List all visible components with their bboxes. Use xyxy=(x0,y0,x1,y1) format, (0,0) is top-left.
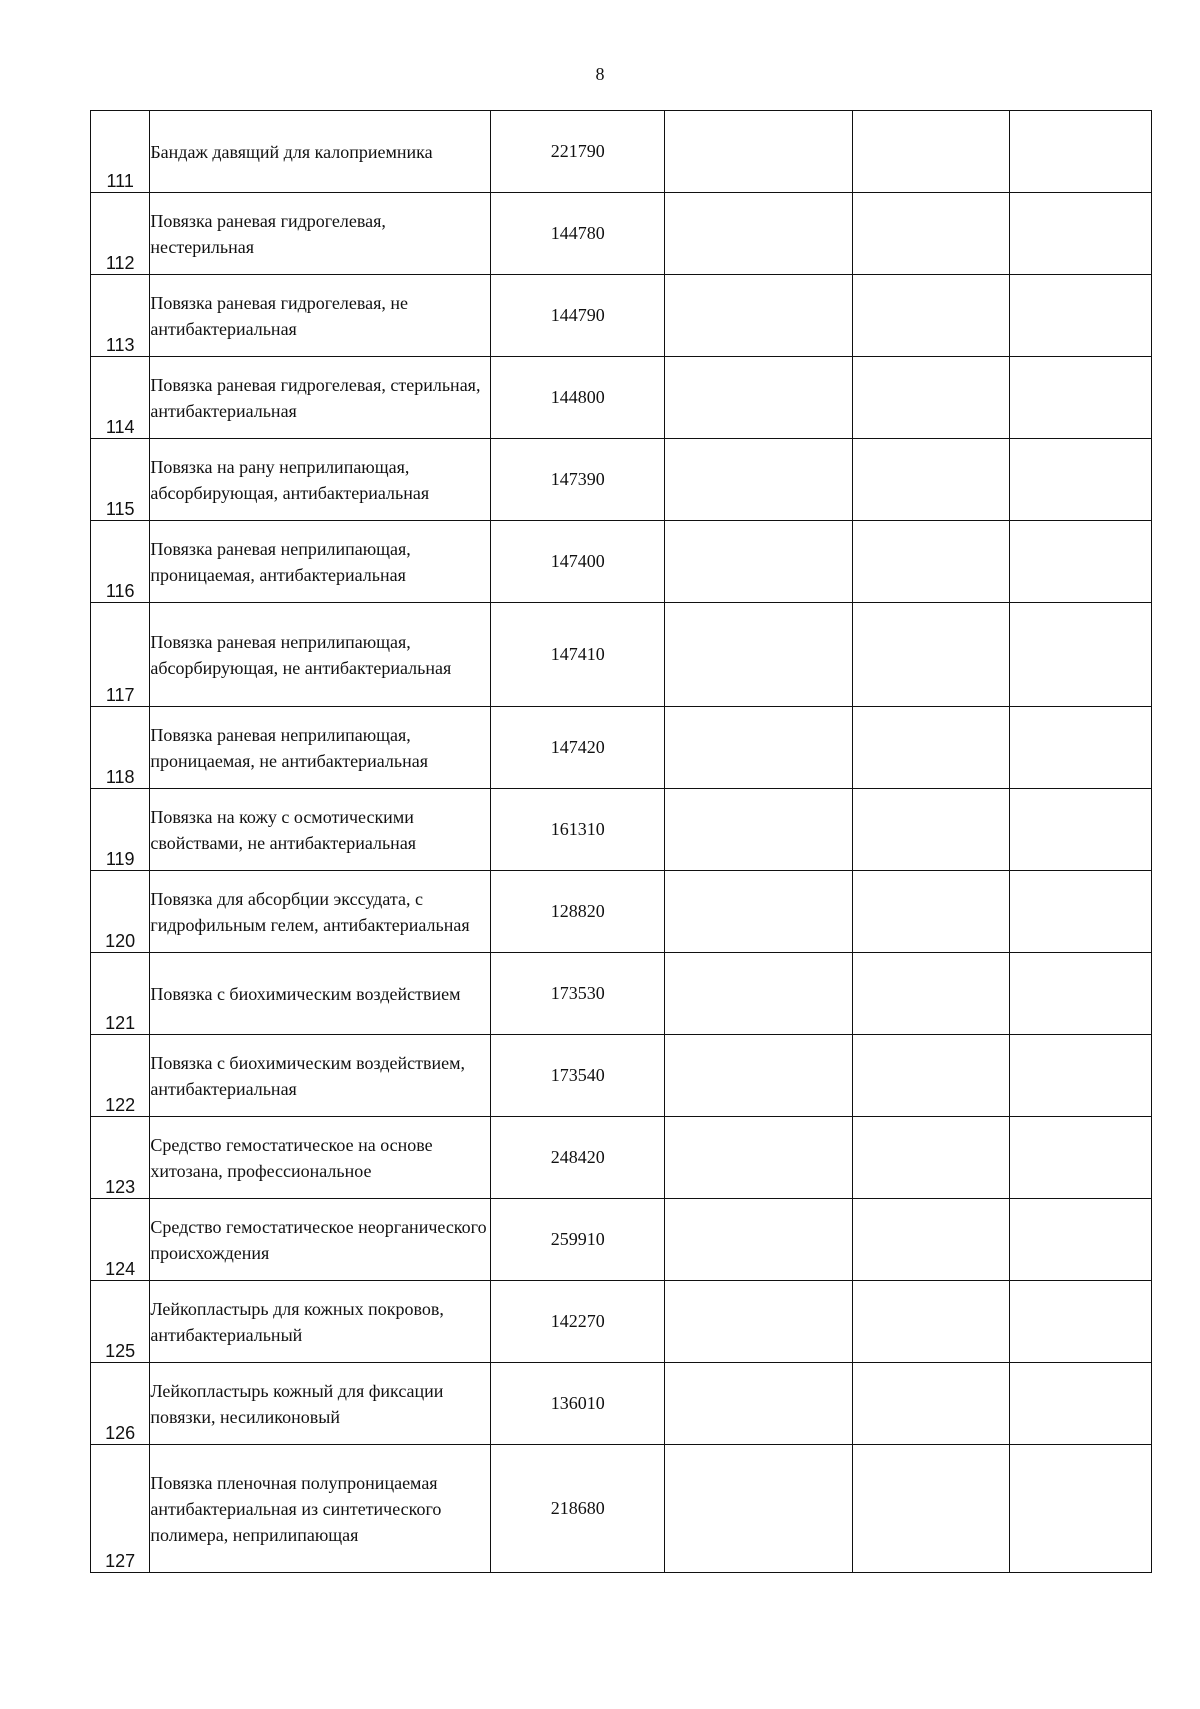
device-register-table xyxy=(90,110,1152,1573)
table-row xyxy=(91,789,1152,871)
table-row xyxy=(91,1199,1152,1281)
device-name: Повязка пленочная полупроницаемая антибактериальная из синтетического полимера, неприлипающая xyxy=(150,1445,491,1573)
device-code: 218680 xyxy=(491,1445,665,1573)
device-code: 136010 xyxy=(491,1363,665,1445)
empty-cell xyxy=(1010,111,1152,193)
table-row xyxy=(91,1117,1152,1199)
row-number: 116 xyxy=(91,521,150,603)
empty-cell xyxy=(1010,1117,1152,1199)
table-row xyxy=(91,1035,1152,1117)
empty-cell xyxy=(853,1199,1010,1281)
empty-cell xyxy=(853,275,1010,357)
empty-cell xyxy=(853,1445,1010,1573)
empty-cell xyxy=(1010,603,1152,707)
empty-cell xyxy=(665,193,853,275)
empty-cell xyxy=(853,953,1010,1035)
device-name: Повязка раневая неприлипающая, проницаемая, не антибактериальная xyxy=(150,707,491,789)
empty-cell xyxy=(1010,1281,1152,1363)
device-name: Лейкопластырь кожный для фиксации повязки, несиликоновый xyxy=(150,1363,491,1445)
empty-cell xyxy=(665,789,853,871)
empty-cell xyxy=(853,439,1010,521)
device-code: 248420 xyxy=(491,1117,665,1199)
table-row xyxy=(91,439,1152,521)
device-name: Повязка с биохимическим воздействием xyxy=(150,953,491,1035)
device-name: Бандаж давящий для калоприемника xyxy=(150,111,491,193)
empty-cell xyxy=(853,357,1010,439)
empty-cell xyxy=(665,439,853,521)
empty-cell xyxy=(853,521,1010,603)
device-code: 142270 xyxy=(491,1281,665,1363)
device-name: Лейкопластырь для кожных покровов, антибактериальный xyxy=(150,1281,491,1363)
empty-cell xyxy=(665,275,853,357)
table-row xyxy=(91,1363,1152,1445)
empty-cell xyxy=(853,1117,1010,1199)
row-number: 115 xyxy=(91,439,150,521)
table-row xyxy=(91,1445,1152,1573)
empty-cell xyxy=(665,357,853,439)
table-row xyxy=(91,871,1152,953)
device-name: Повязка на кожу с осмотическими свойствами, не антибактериальная xyxy=(150,789,491,871)
table-row xyxy=(91,521,1152,603)
empty-cell xyxy=(1010,789,1152,871)
device-code: 144790 xyxy=(491,275,665,357)
table-row xyxy=(91,953,1152,1035)
device-code: 144780 xyxy=(491,193,665,275)
empty-cell xyxy=(1010,1363,1152,1445)
empty-cell xyxy=(853,1363,1010,1445)
table-row xyxy=(91,1281,1152,1363)
row-number: 121 xyxy=(91,953,150,1035)
device-code: 147410 xyxy=(491,603,665,707)
device-code: 147390 xyxy=(491,439,665,521)
empty-cell xyxy=(853,871,1010,953)
device-name: Повязка на рану неприлипающая, абсорбирующая, антибактериальная xyxy=(150,439,491,521)
device-name: Средство гемостатическое на основе хитозана, профессиональное xyxy=(150,1117,491,1199)
empty-cell xyxy=(665,1117,853,1199)
empty-cell xyxy=(853,111,1010,193)
empty-cell xyxy=(665,603,853,707)
table-body xyxy=(91,111,1152,1573)
empty-cell xyxy=(665,521,853,603)
empty-cell xyxy=(853,707,1010,789)
device-code: 161310 xyxy=(491,789,665,871)
row-number: 127 xyxy=(91,1445,150,1573)
device-name: Средство гемостатическое неорганического происхождения xyxy=(150,1199,491,1281)
empty-cell xyxy=(1010,1445,1152,1573)
row-number: 113 xyxy=(91,275,150,357)
empty-cell xyxy=(853,603,1010,707)
row-number: 111 xyxy=(91,111,150,193)
empty-cell xyxy=(665,111,853,193)
device-code: 147400 xyxy=(491,521,665,603)
empty-cell xyxy=(665,1281,853,1363)
empty-cell xyxy=(1010,357,1152,439)
row-number: 126 xyxy=(91,1363,150,1445)
empty-cell xyxy=(853,193,1010,275)
empty-cell xyxy=(665,1035,853,1117)
empty-cell xyxy=(665,953,853,1035)
device-name: Повязка раневая гидрогелевая, нестерильная xyxy=(150,193,491,275)
empty-cell xyxy=(1010,1035,1152,1117)
row-number: 120 xyxy=(91,871,150,953)
device-code: 221790 xyxy=(491,111,665,193)
empty-cell xyxy=(853,1035,1010,1117)
row-number: 122 xyxy=(91,1035,150,1117)
device-name: Повязка раневая неприлипающая, абсорбирующая, не антибактериальная xyxy=(150,603,491,707)
page-number: 8 xyxy=(595,64,605,84)
table-row xyxy=(91,111,1152,193)
empty-cell xyxy=(1010,439,1152,521)
empty-cell xyxy=(1010,707,1152,789)
device-code: 128820 xyxy=(491,871,665,953)
empty-cell xyxy=(1010,953,1152,1035)
device-code: 144800 xyxy=(491,357,665,439)
empty-cell xyxy=(665,1363,853,1445)
empty-cell xyxy=(1010,871,1152,953)
device-name: Повязка раневая гидрогелевая, стерильная, антибактериальная xyxy=(150,357,491,439)
table-row xyxy=(91,603,1152,707)
empty-cell xyxy=(665,707,853,789)
device-name: Повязка для абсорбции экссудата, с гидрофильным гелем, антибактериальная xyxy=(150,871,491,953)
table-row xyxy=(91,357,1152,439)
device-code: 173540 xyxy=(491,1035,665,1117)
row-number: 124 xyxy=(91,1199,150,1281)
empty-cell xyxy=(665,871,853,953)
device-code: 173530 xyxy=(491,953,665,1035)
row-number: 125 xyxy=(91,1281,150,1363)
table-row xyxy=(91,707,1152,789)
empty-cell xyxy=(1010,275,1152,357)
empty-cell xyxy=(1010,193,1152,275)
empty-cell xyxy=(1010,1199,1152,1281)
table-row xyxy=(91,275,1152,357)
empty-cell xyxy=(1010,521,1152,603)
device-code: 259910 xyxy=(491,1199,665,1281)
device-code: 147420 xyxy=(491,707,665,789)
empty-cell xyxy=(853,1281,1010,1363)
row-number: 112 xyxy=(91,193,150,275)
device-name: Повязка раневая неприлипающая, проницаемая, антибактериальная xyxy=(150,521,491,603)
row-number: 117 xyxy=(91,603,150,707)
empty-cell xyxy=(665,1199,853,1281)
device-name: Повязка с биохимическим воздействием, антибактериальная xyxy=(150,1035,491,1117)
row-number: 123 xyxy=(91,1117,150,1199)
row-number: 119 xyxy=(91,789,150,871)
row-number: 114 xyxy=(91,357,150,439)
empty-cell xyxy=(853,789,1010,871)
table-row xyxy=(91,193,1152,275)
row-number: 118 xyxy=(91,707,150,789)
empty-cell xyxy=(665,1445,853,1573)
device-name: Повязка раневая гидрогелевая, не антибактериальная xyxy=(150,275,491,357)
